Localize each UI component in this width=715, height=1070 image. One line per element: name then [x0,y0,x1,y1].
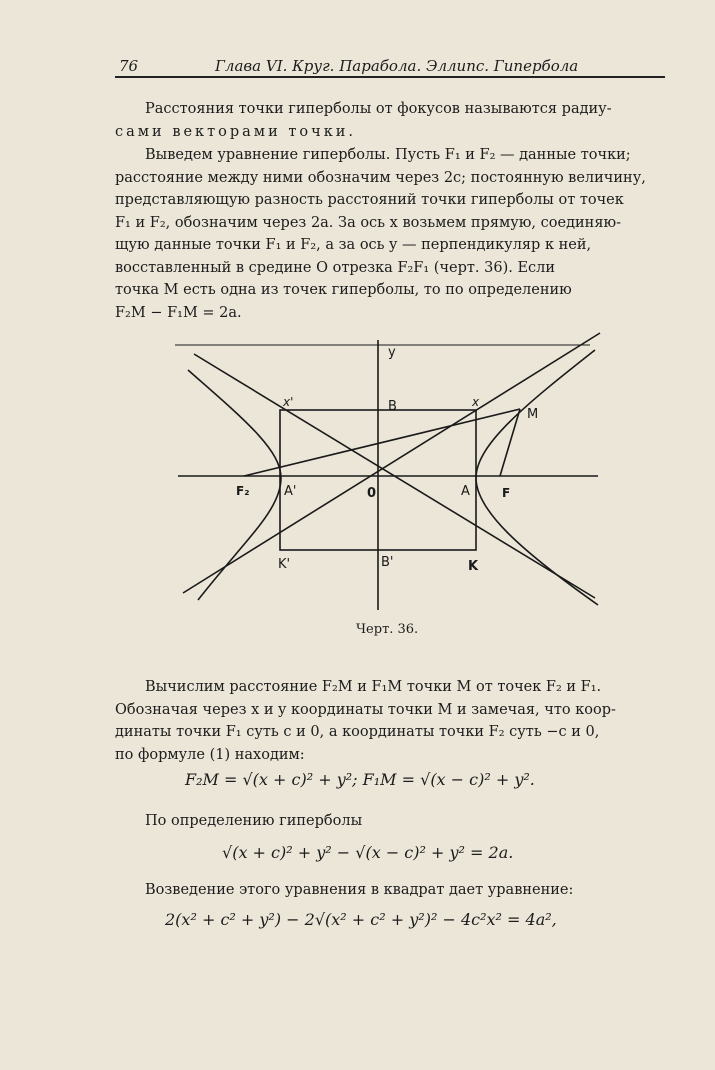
text-line: Обозначая через x и y координаты точки M и замечая, что коор- [115,701,616,718]
text-line: Выведем уравнение гиперболы. Пусть F₁ и F₂ — данные точки; [145,147,631,163]
asymptote-2 [183,333,600,593]
hyperbola-left-branch [188,370,281,600]
paragraph-by-definition [115,810,665,833]
formula-hyperbola-definition: √(x + c)² + y² − √(x − c)² + y² = 2a. [222,843,514,862]
text-line: F₁ и F₂, обозначим через 2a. За ось x возьмем прямую, соединяю- [115,214,622,231]
text-line: сами векторами точки. [115,123,357,140]
label-M: M [527,407,539,422]
label-F1: F [502,486,511,500]
paragraph-distances [115,676,665,766]
label-x: x [472,395,480,409]
segment-F1M [500,409,520,476]
text-line: точка M есть одна из точек гиперболы, то по определению [115,282,572,298]
text-line: динаты точки F₁ суть c и 0, а координаты точки F₂ суть −c и 0, [115,724,600,740]
label-K: K [468,559,479,574]
figure-caption: Черт. 36. [356,622,419,637]
text-line: щую данные точки F₁ и F₂, а за ось y — перпендикуляр к ней, [115,237,592,253]
text-line: восставленный в средине O отрезка F₂F₁ (черт. 36). Если [115,259,556,276]
text-line: Расстояния точки гиперболы от фокусов называются радиу- [145,101,612,117]
paragraph-squaring [115,879,665,902]
text-line: расстояние между ними обозначим через 2c; постоянную величину, [115,169,646,186]
label-y: y [388,345,396,360]
text-line: Возведение этого уравнения в квадрат дает уравнение: [145,882,574,898]
label-B-prime: B' [381,555,394,570]
page-number: 76 [119,57,139,75]
text-line: По определению гиперболы [145,813,363,829]
label-A: A [461,484,470,499]
label-O: 0 [367,486,377,501]
label-B: B [388,399,397,414]
chapter-title: Глава VI. Круг. Парабола. Эллипс. Гипербола [215,57,579,75]
text-line: F₂M − F₁M = 2a. [115,304,242,321]
label-x-prime: x' [283,395,294,409]
text-line: представляющую разность расстояний точки гиперболы от точек [115,192,624,208]
text-line: по формуле (1) находим: [115,746,305,763]
label-A-prime: A' [284,484,297,499]
label-F2: F₂ [236,484,250,498]
formula-distances: F₂M = √(x + c)² + y²; F₁M = √(x − c)² + y². [185,770,535,789]
text-line: Вычислим расстояние F₂M и F₁M точки M от точек F₂ и F₁. [145,679,602,695]
formula-squared: 2(x² + c² + y²) − 2√(x² + c² + y²)² − 4c²x² = 4a², [165,910,557,929]
label-K-prime: K' [278,557,291,572]
hyperbola-right-branch [476,350,598,605]
